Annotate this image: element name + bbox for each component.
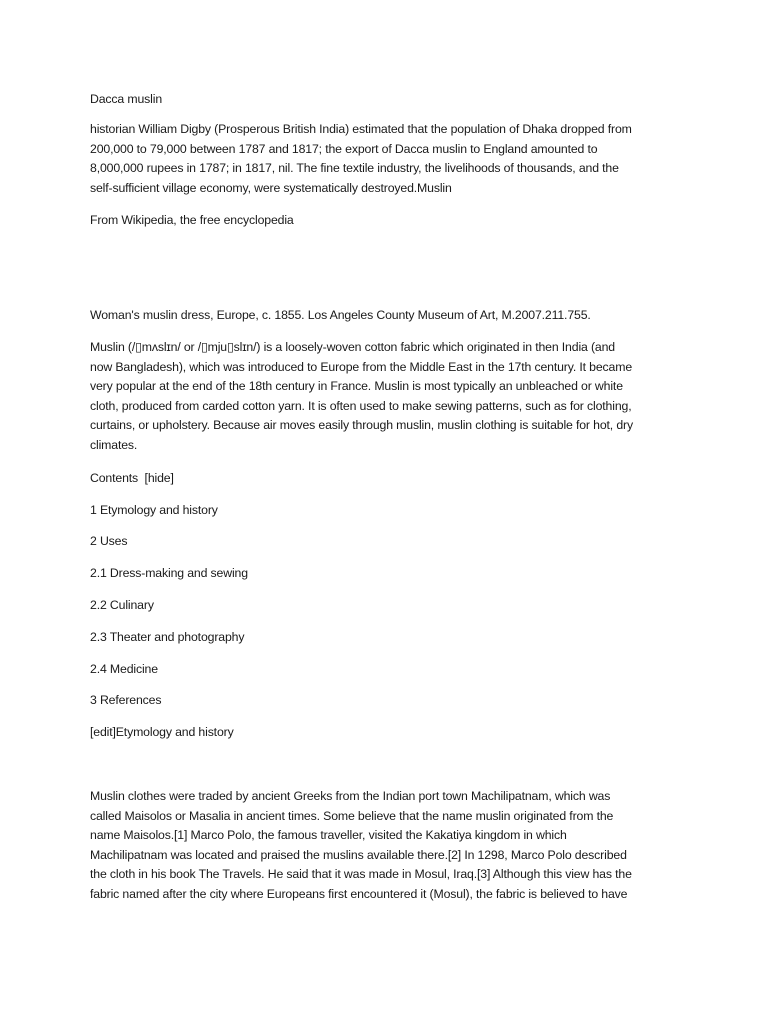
body-line: fabric named after the city where Europeans first encountered it (Mosul), the fabric is believed to have <box>90 886 628 901</box>
body-line: name Maisolos.[1] Marco Polo, the famous traveller, visited the Kakatiya kingdom in which <box>90 828 567 843</box>
description-line: very popular at the end of the 18th century in France. Muslin is most typically an unbleached or white <box>90 379 623 394</box>
toc-item <box>90 532 127 552</box>
toc-item-label: 2.4 Medicine <box>90 662 158 676</box>
description-line: cloth, produced from carded cotton yarn. It is often used to make sewing patterns, such as for clothing, <box>90 398 632 413</box>
description-line: climates. <box>90 437 138 452</box>
toc-item <box>90 596 154 616</box>
intro-line: 8,000,000 rupees in 1787; in 1817, nil. The fine textile industry, the livelihoods of thousands, and the <box>90 161 619 176</box>
source-text: From Wikipedia, the free encyclopedia <box>90 213 294 227</box>
description-line: curtains, or upholstery. Because air moves easily through muslin, muslin clothing is suitable for hot, dry <box>90 418 633 433</box>
description-line: now Bangladesh), which was introduced to Europe from the Middle East in the 17th century. It became <box>90 359 633 374</box>
section-heading-text: [edit]Etymology and history <box>90 725 234 739</box>
body-line: the cloth in his book The Travels. He said that it was made in Mosul, Iraq.[3] Although this view has the <box>90 867 632 882</box>
toc-item-label: 2.2 Culinary <box>90 598 154 612</box>
toc-item <box>90 691 161 711</box>
description-paragraph <box>90 338 633 456</box>
toc-item-label: 2.1 Dress-making and sewing <box>90 566 248 580</box>
caption-text: Woman's muslin dress, Europe, c. 1855. Los Angeles County Museum of Art, M.2007.211.755. <box>90 308 591 322</box>
toc-item-label: 1 Etymology and history <box>90 503 218 517</box>
toc-item-label: 2 Uses <box>90 534 128 548</box>
toc-item-label: 2.3 Theater and photography <box>90 630 245 644</box>
contents-label: Contents [hide] <box>90 471 174 485</box>
body-line: Muslin clothes were traded by ancient Greeks from the Indian port town Machilipatnam, which was <box>90 789 611 803</box>
toc-item <box>90 564 248 584</box>
body-line: called Maisolos or Masalia in ancient times. Some believe that the name muslin originated from the <box>90 808 614 823</box>
intro-line: 200,000 to 79,000 between 1787 and 1817; the export of Dacca muslin to England amounted to <box>90 141 598 156</box>
intro-line: self-sufficient village economy, were systematically destroyed.Muslin <box>90 180 452 195</box>
toc-item <box>90 628 244 648</box>
intro-line: historian William Digby (Prosperous British India) estimated that the population of Dhaka dropped from <box>90 122 632 136</box>
section-heading <box>90 723 234 743</box>
description-line: Muslin (/▯mʌslɪn/ or /▯mju▯slɪn/) is a loosely-woven cotton fabric which originated in then India (and <box>90 340 615 354</box>
body-paragraph <box>90 787 632 905</box>
contents-heading <box>90 469 174 489</box>
document-title <box>90 90 162 110</box>
title-text: Dacca muslin <box>90 92 163 106</box>
intro-paragraph <box>90 120 632 198</box>
toc-item <box>90 660 158 680</box>
body-line: Machilipatnam was located and praised the muslins available there.[2] In 1298, Marco Polo described <box>90 847 627 862</box>
toc-item <box>90 501 218 521</box>
source-note <box>90 211 294 231</box>
image-caption <box>90 306 591 326</box>
toc-item-label: 3 References <box>90 693 162 707</box>
